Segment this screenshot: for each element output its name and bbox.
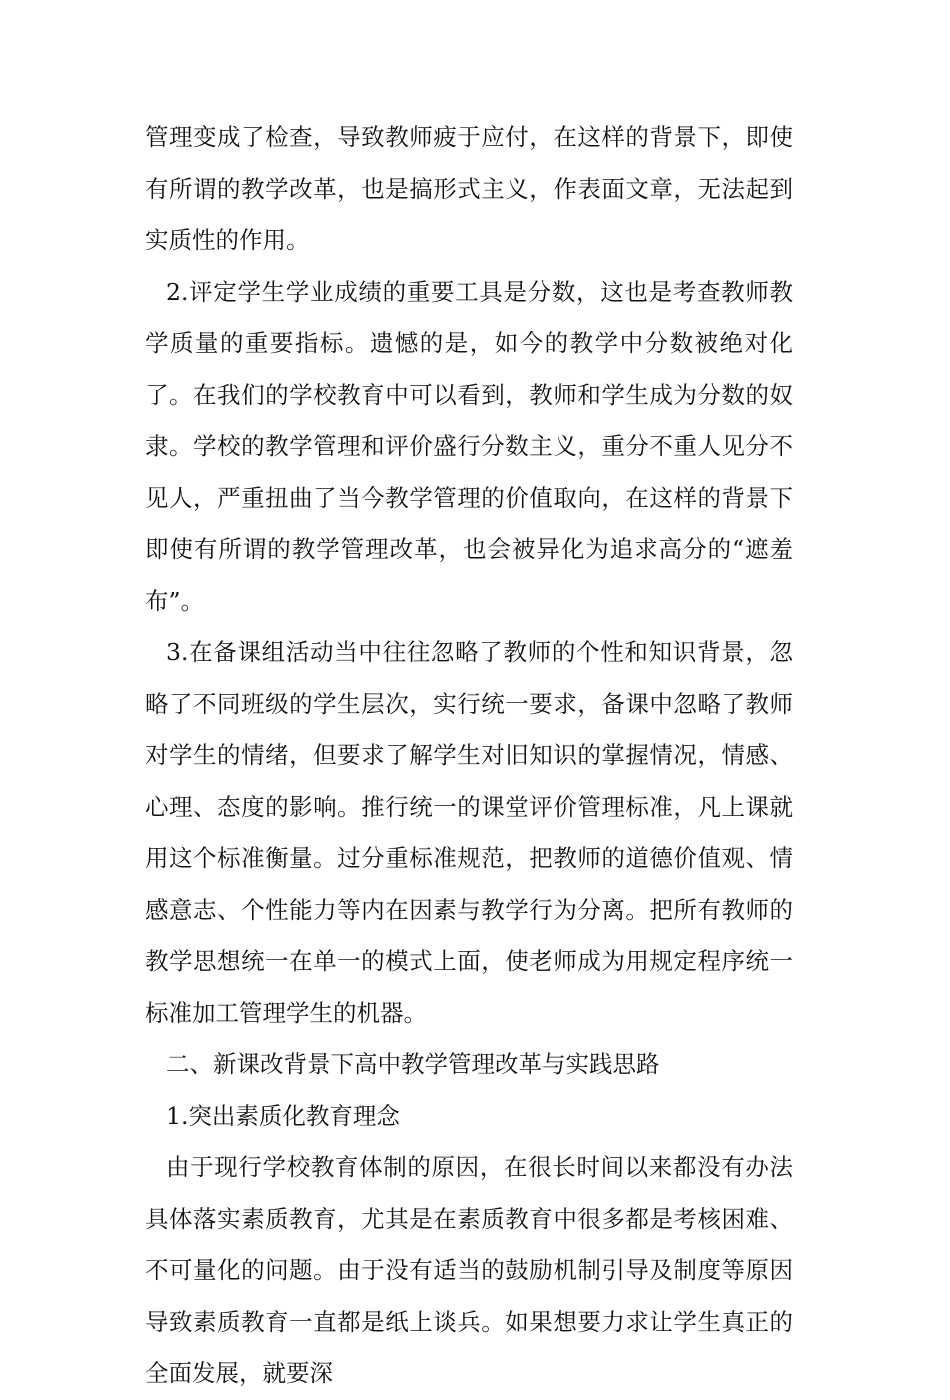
section-heading: 二、新课改背景下高中教学管理改革与实践思路 [166, 1050, 660, 1078]
paragraph-point-3: 3.在备课组活动当中往往忽略了教师的个性和知识背景，忽略了不同班级的学生层次，实行统一要求，备课中忽略了教师对学生的情绪，但要求了解学生对旧知识的掌握情况，情感、心理、态度的影响。推行统一的课堂评价管理标准，凡上课就用这个标准衡量。过分重标准规范，把教师的道德价值观、情感意志、个性能力等内在因素与教学行为分离。把所有教师的教学思想统一在单一的模式上面，使老师成为用规定程序统一标准加工管理学生的机器。 [145, 638, 793, 1027]
paragraph-quality-education: 由于现行学校教育体制的原因，在很长时间以来都没有办法具体落实素质教育，尤其是在素质教育中很多都是考核困难、不可量化的问题。由于没有适当的鼓励机制引导及制度等原因导致素质教育一直都是纸上谈兵。如果想要力求让学生真正的全面发展，就要深 [145, 1153, 793, 1387]
document-body [145, 112, 793, 1400]
paragraph-continuation: 管理变成了检查，导致教师疲于应付，在这样的背景下，即使有所谓的教学改革，也是搞形式主义，作表面文章，无法起到实质性的作用。 [145, 123, 793, 254]
subsection-heading: 1.突出素质化教育理念 [166, 1101, 400, 1130]
paragraph-point-2: 2.评定学生学业成绩的重要工具是分数，这也是考查教师教学质量的重要指标。遗憾的是，如今的教学中分数被绝对化了。在我们的学校教育中可以看到，教师和学生成为分数的奴隶。学校的教学管理和评价盛行分数主义，重分不重人见分不见人，严重扭曲了当今教学管理的价值取向，在这样的背景下即使有所谓的教学管理改革，也会被异化为追求高分的“遮羞布”。 [145, 277, 793, 615]
